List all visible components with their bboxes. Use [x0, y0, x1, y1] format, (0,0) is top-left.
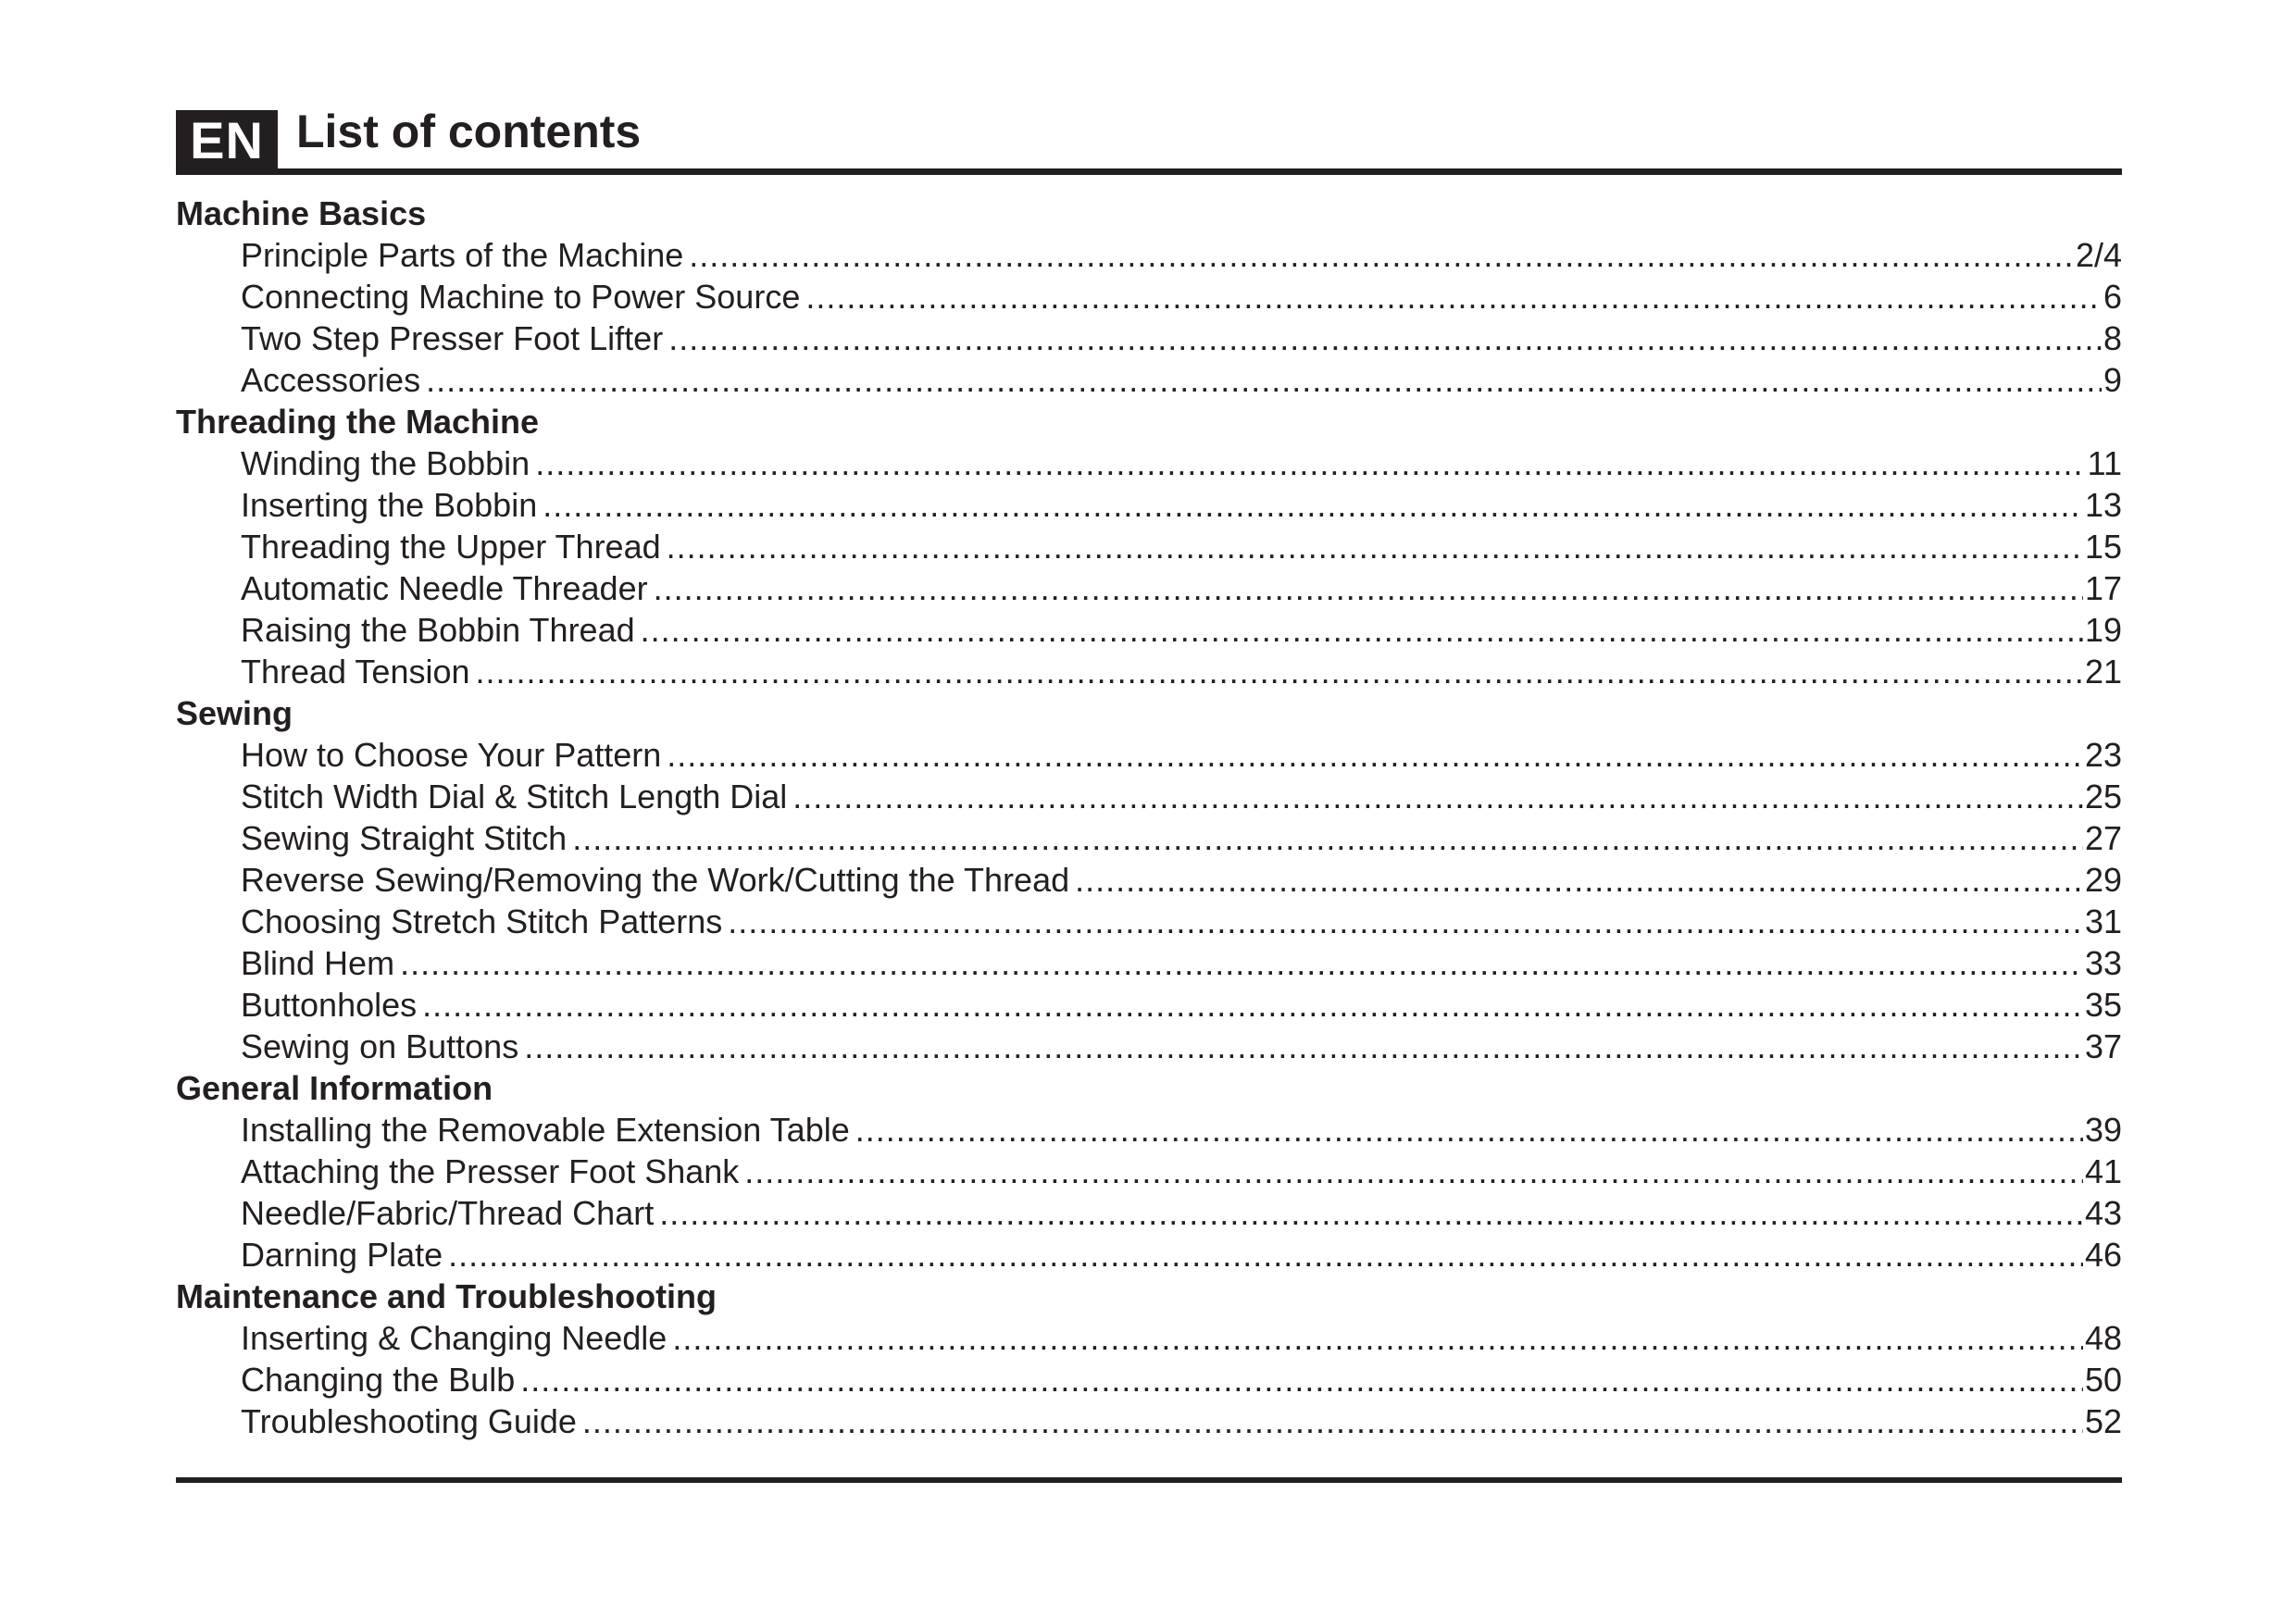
toc-entry[interactable]: [176, 984, 2122, 1026]
toc-entry[interactable]: [176, 1192, 2122, 1234]
dot-leader: [476, 651, 2083, 692]
toc-entry-page-number: 25: [2084, 778, 2122, 815]
toc-entry[interactable]: [176, 567, 2122, 609]
toc-entry-label: Winding the Bobbin: [241, 444, 530, 482]
dot-leader: [535, 442, 2085, 484]
toc-entry-page-number: 9: [2103, 361, 2122, 399]
dot-leader: [426, 359, 2102, 401]
toc-entry[interactable]: [176, 1234, 2122, 1276]
dot-leader: [448, 1234, 2083, 1276]
toc-entry[interactable]: [176, 1151, 2122, 1192]
dot-leader: [689, 234, 2074, 276]
toc-entry-page-number: 43: [2084, 1194, 2122, 1232]
toc-entry[interactable]: [176, 942, 2122, 984]
toc-entry-page-number: 50: [2084, 1361, 2122, 1399]
toc-entry[interactable]: [176, 1109, 2122, 1151]
toc-entry-page-number: 15: [2084, 528, 2122, 566]
dot-leader: [792, 776, 2083, 817]
toc-entry-label: Changing the Bulb: [241, 1361, 516, 1399]
dot-leader: [668, 317, 2102, 359]
toc-entry-page-number: 6: [2103, 278, 2122, 316]
dot-leader: [728, 901, 2083, 942]
section-heading: Threading the Machine: [176, 403, 540, 441]
toc-entry[interactable]: [176, 651, 2122, 692]
dot-leader: [1075, 859, 2083, 901]
toc-entry-page-number: 21: [2084, 653, 2122, 691]
toc-entry[interactable]: [176, 1359, 2122, 1400]
toc-entry-page-number: 41: [2084, 1152, 2122, 1190]
toc-entry-label: Inserting the Bobbin: [241, 486, 538, 524]
toc-entry[interactable]: [176, 1026, 2122, 1067]
dot-leader: [659, 1192, 2083, 1234]
section-heading: Machine Basics: [176, 194, 427, 232]
dot-leader: [667, 734, 2083, 776]
table-of-contents: [176, 193, 2122, 1442]
toc-entry-page-number: 46: [2084, 1236, 2122, 1274]
toc-entry-label: Automatic Needle Threader: [241, 569, 648, 607]
toc-entry[interactable]: [176, 484, 2122, 526]
toc-entry[interactable]: [176, 1317, 2122, 1359]
toc-entry-page-number: 31: [2084, 902, 2122, 940]
toc-entry-page-number: 2/4: [2075, 236, 2122, 274]
toc-entry-label: Buttonholes: [241, 986, 418, 1024]
toc-entry-page-number: 8: [2103, 319, 2122, 357]
toc-entry-label: Installing the Removable Extension Table: [241, 1111, 850, 1149]
toc-page: [176, 102, 2122, 1483]
toc-entry-label: Accessories: [241, 361, 421, 399]
language-badge: EN: [176, 110, 278, 171]
toc-entry-page-number: 13: [2084, 486, 2122, 524]
toc-entry-label: Threading the Upper Thread: [241, 528, 661, 566]
toc-entry-page-number: 39: [2084, 1111, 2122, 1149]
footer-divider: [176, 1477, 2122, 1483]
toc-entry[interactable]: [176, 1400, 2122, 1442]
toc-entry-page-number: 11: [2087, 444, 2122, 482]
toc-entry-label: Thread Tension: [241, 653, 470, 691]
page-header: [176, 102, 2122, 175]
toc-entry[interactable]: [176, 609, 2122, 651]
toc-entry[interactable]: [176, 276, 2122, 317]
toc-entry-page-number: 52: [2084, 1402, 2122, 1440]
toc-entry-label: Reverse Sewing/Removing the Work/Cutting the Thread: [241, 861, 1070, 899]
toc-entry-label: Needle/Fabric/Thread Chart: [241, 1194, 655, 1232]
toc-entry[interactable]: [176, 234, 2122, 276]
toc-entry-label: Two Step Presser Foot Lifter: [241, 319, 664, 357]
dot-leader: [654, 567, 2083, 609]
dot-leader: [667, 526, 2083, 567]
dot-leader: [672, 1317, 2083, 1359]
toc-entry[interactable]: [176, 776, 2122, 817]
toc-entry-page-number: 48: [2084, 1319, 2122, 1357]
toc-entry-label: Connecting Machine to Power Source: [241, 278, 801, 316]
toc-entry-label: How to Choose Your Pattern: [241, 736, 662, 774]
toc-entry-label: Raising the Bobbin Thread: [241, 611, 635, 649]
dot-leader: [855, 1109, 2083, 1151]
toc-entry-page-number: 33: [2084, 944, 2122, 982]
toc-entry-page-number: 23: [2084, 736, 2122, 774]
dot-leader: [524, 1026, 2083, 1067]
toc-entry-page-number: 27: [2084, 819, 2122, 857]
page-title: List of contents: [296, 106, 642, 157]
dot-leader: [572, 817, 2083, 859]
toc-entry[interactable]: [176, 526, 2122, 567]
dot-leader: [805, 276, 2102, 317]
dot-leader: [422, 984, 2083, 1026]
dot-leader: [400, 942, 2083, 984]
toc-entry[interactable]: [176, 442, 2122, 484]
toc-entry-page-number: 17: [2084, 569, 2122, 607]
toc-entry[interactable]: [176, 901, 2122, 942]
toc-entry-label: Attaching the Presser Foot Shank: [241, 1152, 740, 1190]
dot-leader: [520, 1359, 2083, 1400]
toc-entry[interactable]: [176, 859, 2122, 901]
toc-entry-label: Sewing on Buttons: [241, 1027, 519, 1065]
section-heading: Sewing: [176, 694, 293, 732]
dot-leader: [744, 1151, 2083, 1192]
toc-entry[interactable]: [176, 734, 2122, 776]
toc-entry-label: Troubleshooting Guide: [241, 1402, 577, 1440]
toc-entry-page-number: 37: [2084, 1027, 2122, 1065]
toc-entry-label: Blind Hem: [241, 944, 395, 982]
toc-entry-label: Choosing Stretch Stitch Patterns: [241, 902, 723, 940]
dot-leader: [582, 1400, 2083, 1442]
toc-entry-page-number: 35: [2084, 986, 2122, 1024]
dot-leader: [543, 484, 2083, 526]
toc-entry-page-number: 29: [2084, 861, 2122, 899]
dot-leader: [641, 609, 2083, 651]
section-heading: General Information: [176, 1069, 493, 1107]
section-heading: Maintenance and Troubleshooting: [176, 1277, 718, 1315]
toc-entry[interactable]: [176, 359, 2122, 401]
toc-entry-label: Stitch Width Dial & Stitch Length Dial: [241, 778, 788, 815]
toc-entry[interactable]: [176, 817, 2122, 859]
toc-entry-label: Darning Plate: [241, 1236, 443, 1274]
toc-entry[interactable]: [176, 317, 2122, 359]
toc-entry-label: Sewing Straight Stitch: [241, 819, 568, 857]
toc-entry-page-number: 19: [2084, 611, 2122, 649]
toc-entry-label: Inserting & Changing Needle: [241, 1319, 668, 1357]
toc-entry-label: Principle Parts of the Machine: [241, 236, 684, 274]
